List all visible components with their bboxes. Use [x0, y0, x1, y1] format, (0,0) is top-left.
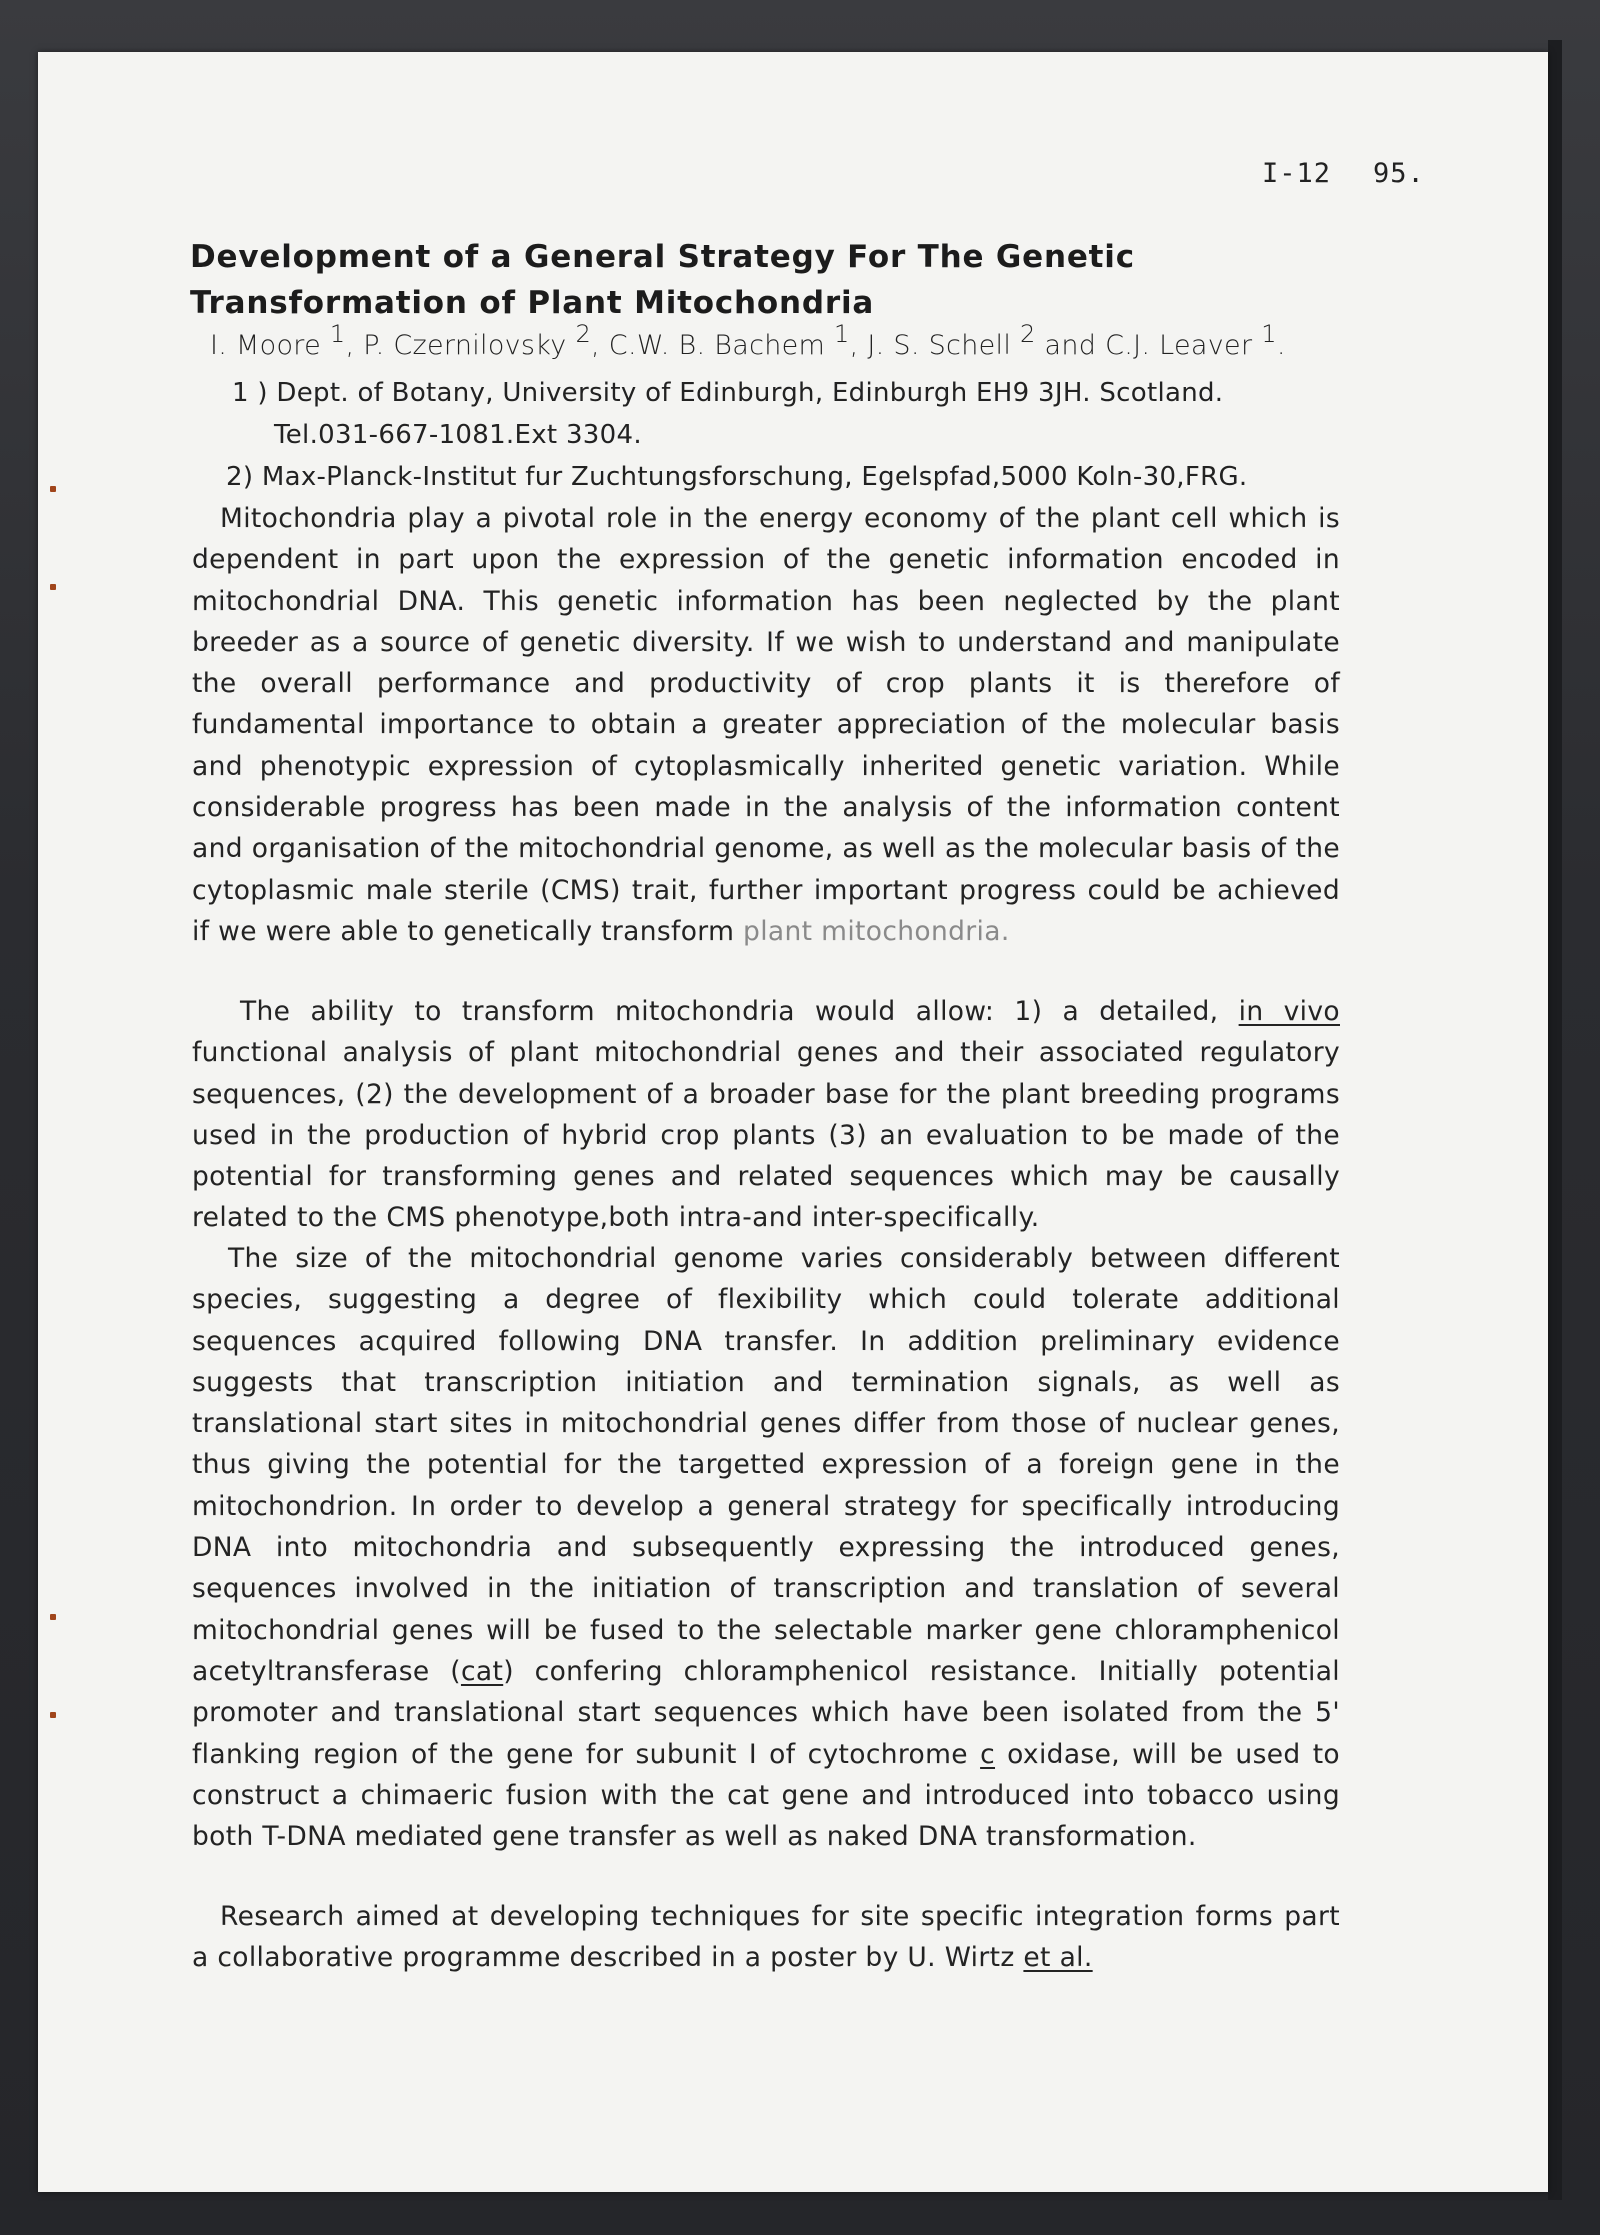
author-list	[210, 320, 1340, 361]
paragraph-text: Mitochondria play a pivotal role in the energy economy of the plant cell which is dependent in part upon the expression of the genetic information encoded in mitochondrial DNA. This genetic information has been neglected by the plant breeder as a source of genetic diversity. If we wish to understand and manipulate the overall performance and productivity of crop plants it is therefore of fundamental importance to obtain a greater appreciation of the molecular basis and phenotypic expression of cytoplasmically inherited genetic variation. While considerable progress has been made in the analysis of the information content and organisation of the mitochondrial genome, as well as the molecular basis of the cytoplasmic male sterile (CMS) trait, further important progress could be achieved if we were able to genetically transform	[192, 503, 1340, 947]
paragraph-text: Research aimed at developing techniques for site specific integration forms part a collaborative programme described in a poster by U. Wirtz	[192, 1901, 1340, 1974]
paragraph-text: The ability to transform mitochondria would allow: 1) a detailed,	[240, 996, 1219, 1027]
paragraph-text: ) confering chloramphenicol resistance. Initially potential promoter and translational start sequences which have been isolated from the 5' flanking region of the gene for subunit I of cytochrome	[192, 1655, 1340, 1770]
paragraph-2	[192, 991, 1340, 1239]
paragraph-4	[192, 1896, 1340, 1979]
underlined-term: in vivo	[1238, 996, 1340, 1027]
paragraph-text: The size of the mitochondrial genome varies considerably between different species, suggesting a degree of flexibility which could tolerate additional sequences acquired following DNA transfer. In addition preliminary evidence suggests that transcription initiation and termination signals, as well as translational start sites in mitochondrial genes differ from those of nuclear genes, thus giving the potential for the targetted expression of a foreign gene in the mitochondrion. In order to develop a general strategy for specifically introducing DNA into mitochondria and subsequently expressing the introduced genes, sequences involved in the initiation of transcription and translation of several mitochondrial genes will be fused to the selectable marker gene chloramphenicol acetyltransferase (	[192, 1243, 1340, 1687]
margin-punch-mark	[50, 584, 56, 590]
page-header	[1262, 158, 1425, 189]
abstract-code: I-12	[1262, 158, 1332, 189]
margin-punch-mark	[50, 1614, 56, 1620]
author-affiliation-mark: 1	[329, 320, 346, 348]
faded-text: plant mitochondria.	[743, 915, 1010, 947]
affiliation-1-phone: Tel.031-667-1081.Ext 3304.	[274, 420, 642, 450]
page-number: 95.	[1373, 158, 1425, 189]
paragraph-1	[192, 498, 1340, 952]
author-affiliation-mark: 1	[834, 320, 850, 348]
margin-punch-mark	[50, 486, 56, 492]
author-list-end: .	[1276, 330, 1286, 361]
paragraph-text: oxidase, will be used to construct a chimaeric fusion with the cat gene and introduced into tobacco using both T-DNA mediated gene transfer as well as naked DNA transformation.	[192, 1738, 1340, 1853]
affiliation-2: 2) Max-Planck-Institut fur Zuchtungsforschung, Egelspfad,5000 Koln-30,FRG.	[226, 462, 1248, 492]
author-name: , J. S. Schell	[849, 330, 1012, 361]
paper-stack-edge	[1548, 40, 1562, 2200]
paragraph-3	[192, 1238, 1340, 1857]
underlined-term: et al.	[1023, 1942, 1093, 1974]
underlined-term: c	[980, 1738, 996, 1770]
author-name: and C.J. Leaver	[1044, 330, 1253, 361]
author-affiliation-mark: 2	[575, 320, 592, 348]
author-affiliation-mark: 2	[1020, 320, 1036, 348]
underlined-term: cat	[460, 1655, 504, 1687]
margin-punch-mark	[50, 1712, 56, 1718]
author-affiliation-mark: 1	[1261, 320, 1277, 348]
author-name: , P. Czernilovsky	[345, 330, 567, 361]
document-title: Development of a General Strategy For The Genetic Transformation of Plant Mitochondria	[190, 239, 1135, 321]
affiliation-1: 1 ) Dept. of Botany, University of Edinburgh, Edinburgh EH9 3JH. Scotland.	[232, 378, 1224, 408]
author-name: , C.W. B. Bachem	[591, 330, 826, 361]
paragraph-text: functional analysis of plant mitochondrial genes and their associated regulatory sequences, (2) the development of a broader base for the plant breeding programs used in the production of hybrid crop plants (3) an evaluation to be made of the potential for transforming genes and related sequences which may be causally related to the CMS phenotype,both intra-and inter-specifically.	[192, 1037, 1340, 1234]
author-name: I. Moore	[210, 330, 321, 361]
